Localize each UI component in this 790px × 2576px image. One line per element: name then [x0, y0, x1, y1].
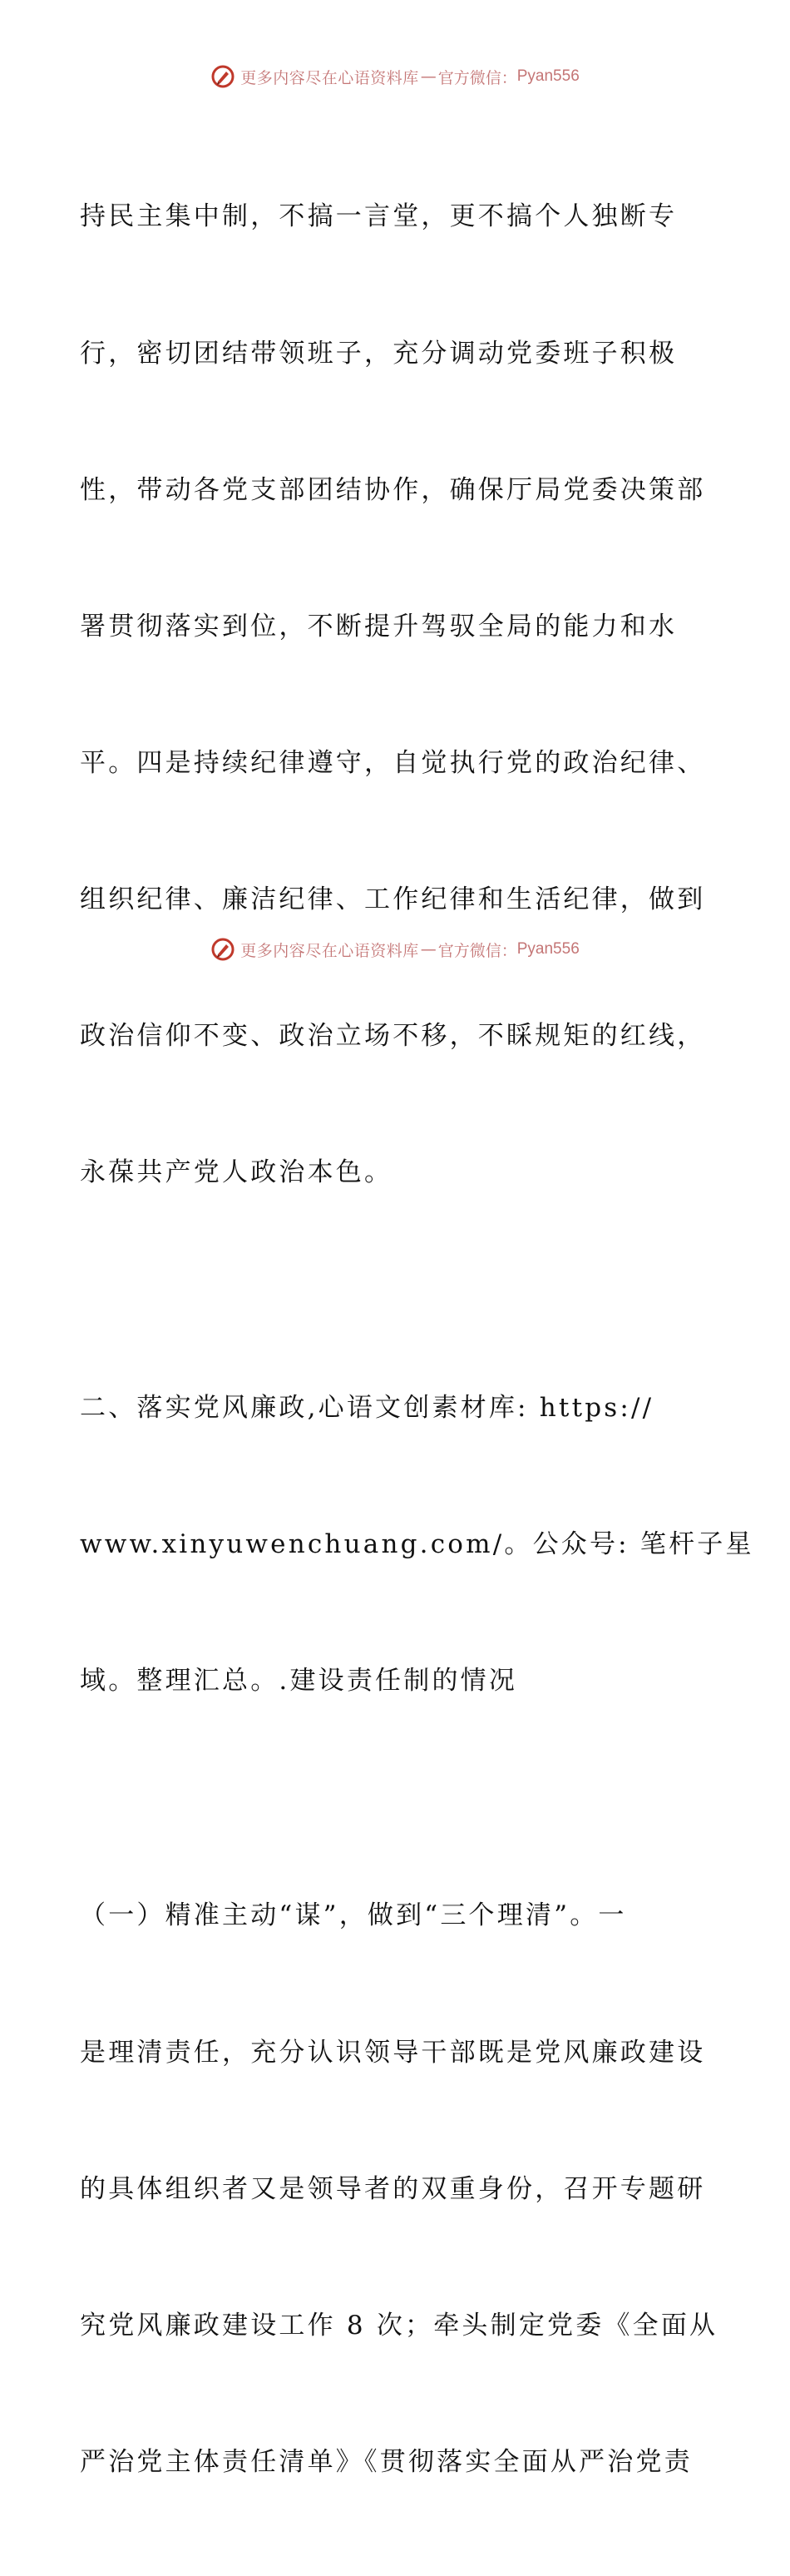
text-line: 行，密切团结带领班子，充分调动党委班子积极	[80, 338, 678, 369]
text-line: 二、落实党风廉政,心语文创素材库: https://	[80, 1392, 654, 1423]
text-line: 性，带动各党支部团结协作，确保厅局党委决策部	[80, 474, 706, 505]
paragraph-continuation	[80, 103, 712, 1286]
pen-logo-icon	[210, 64, 235, 89]
watermark-wechat-id: Pyan556	[516, 67, 580, 85]
text-line: 组织纪律、廉洁纪律、工作纪律和生活纪律，做到	[80, 884, 706, 914]
watermark-wechat-label: 官方微信：	[437, 941, 517, 960]
text-line: www.xinyuwenchuang.com/。公众号: 笔杆子星	[80, 1528, 754, 1559]
text-line: 持民主集中制，不搞一言堂，更不搞个人独断专	[80, 201, 678, 232]
watermark-wechat-label: 官方微信：	[437, 68, 517, 87]
text-line: 平。四是持续纪律遵守，自觉执行党的政治纪律、	[80, 747, 706, 778]
text-line: 政治信仰不变、政治立场不移，不睬规矩的红线，	[80, 1021, 706, 1052]
text-line: 是理清责任，充分认识领导干部既是党风廉政建设	[80, 2037, 706, 2068]
footer-watermark	[0, 933, 790, 966]
section-heading-2	[80, 1294, 754, 1795]
watermark-dash: —	[420, 67, 437, 86]
text-line: （一）精准主动“谋”，做到“三个理清”。一	[80, 1900, 627, 1931]
header-watermark	[0, 60, 790, 93]
subsection-1	[80, 1802, 718, 2576]
watermark-main-text: 更多内容尽在心语资料库	[240, 941, 419, 960]
text-line: 永葆共产党人政治本色。	[80, 1157, 393, 1188]
document-body	[80, 103, 754, 2576]
pen-logo-icon	[210, 937, 235, 962]
text-line: 署贯彻落实到位，不断提升驾驭全局的能力和水	[80, 611, 678, 642]
text-line: 究党风廉政建设工作 8 次；牵头制定党委《全面从	[80, 2310, 718, 2341]
text-line: 的具体组织者又是领导者的双重身份，召开专题研	[80, 2173, 706, 2204]
watermark-main-text: 更多内容尽在心语资料库	[240, 68, 419, 87]
watermark-dash: —	[420, 940, 437, 959]
text-line: 域。整理汇总。.建设责任制的情况	[80, 1665, 518, 1696]
text-line: 严治党主体责任清单》《贯彻落实全面从严治党责	[80, 2446, 693, 2477]
watermark-wechat-id: Pyan556	[516, 940, 580, 958]
